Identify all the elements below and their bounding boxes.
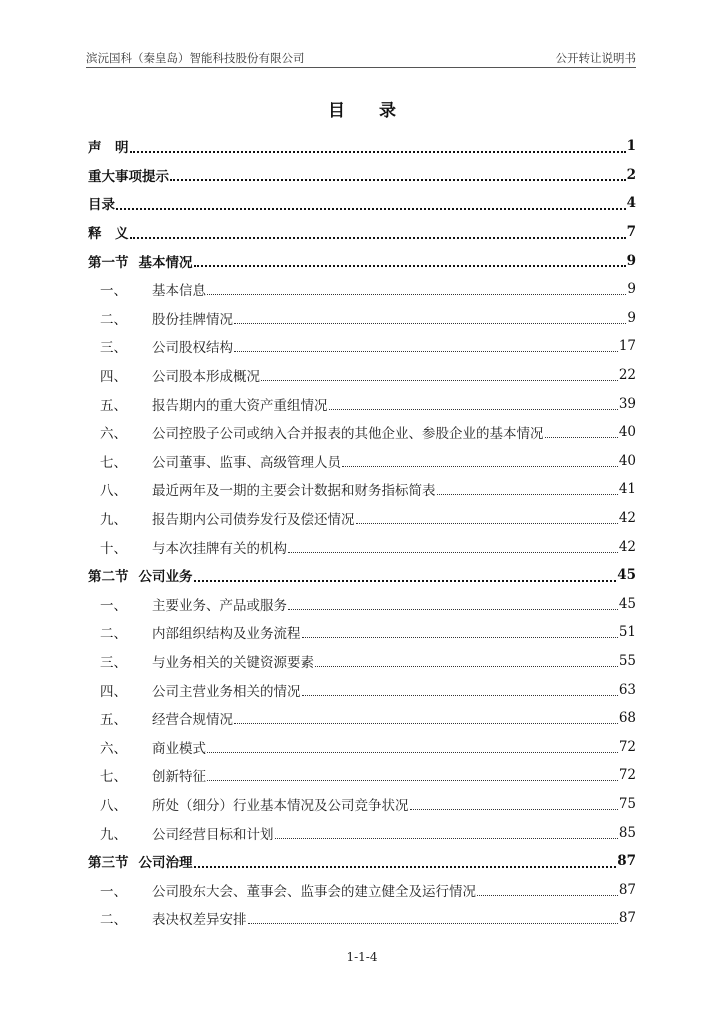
toc-entry-page-number: 40 [618, 452, 636, 469]
toc-entry-number: 第一节 [88, 254, 129, 271]
toc-dot-leader [356, 512, 618, 524]
toc-entry-page-number: 9 [627, 281, 636, 298]
toc-subsection-entry[interactable] [88, 675, 636, 704]
toc-subsection-entry[interactable] [88, 590, 636, 619]
toc-entry-label: 公司股权结构 [152, 340, 233, 357]
toc-subsection-entry[interactable] [88, 532, 636, 561]
toc-entry-number: 五、 [100, 397, 127, 414]
toc-dot-leader [194, 569, 617, 582]
toc-entry-number: 七、 [100, 454, 127, 471]
toc-entry-page-number: 4 [626, 195, 636, 212]
toc-entry-page-number: 17 [618, 338, 636, 355]
toc-entry-page-number: 63 [618, 681, 636, 698]
toc-dot-leader [130, 226, 626, 239]
toc-entry-page-number: 87 [618, 881, 636, 898]
toc-subsection-entry[interactable] [88, 361, 636, 390]
toc-subsection-entry[interactable] [88, 332, 636, 361]
toc-dot-leader [302, 684, 618, 696]
toc-dot-leader [207, 741, 618, 753]
toc-dot-leader [248, 912, 618, 924]
toc-entry-number: 六、 [100, 740, 127, 757]
toc-subsection-entry[interactable] [88, 732, 636, 761]
toc-entry-page-number: 87 [617, 853, 636, 870]
toc-subsection-entry[interactable] [88, 389, 636, 418]
toc-entry-label: 声 明 [88, 140, 129, 157]
toc-subsection-entry[interactable] [88, 761, 636, 790]
toc-entry-label: 最近两年及一期的主要会计数据和财务指标简表 [152, 483, 436, 500]
toc-entry-page-number: 2 [626, 166, 636, 183]
toc-entry-label: 创新特征 [152, 769, 206, 786]
toc-dot-leader [234, 340, 618, 352]
toc-subsection-entry[interactable] [88, 618, 636, 647]
toc-entry-label: 股份挂牌情况 [152, 311, 233, 328]
toc-entry-label: 基本信息 [152, 283, 206, 300]
page-header [86, 50, 636, 66]
toc-entry-number: 一、 [100, 283, 127, 300]
toc-entry-number: 三、 [100, 654, 127, 671]
toc-subsection-entry[interactable] [88, 818, 636, 847]
toc-entry-label: 商业模式 [152, 740, 206, 757]
toc-entry-number: 二、 [100, 912, 127, 929]
toc-dot-leader [170, 168, 626, 181]
toc-entry-page-number: 39 [618, 395, 636, 412]
toc-entry-label: 公司控股子公司或纳入合并报表的其他企业、参股企业的基本情况 [152, 426, 544, 443]
toc-entry-number: 十、 [100, 540, 127, 557]
toc-entry-label: 报告期内公司债券发行及偿还情况 [152, 512, 355, 529]
toc-entry-page-number: 85 [618, 824, 636, 841]
toc-entry-number: 四、 [100, 683, 127, 700]
toc-entry-page-number: 7 [626, 224, 636, 241]
toc-entry-number: 四、 [100, 369, 127, 386]
toc-entry-number: 六、 [100, 426, 127, 443]
toc-subsection-entry[interactable] [88, 704, 636, 733]
toc-subsection-entry[interactable] [88, 504, 636, 533]
toc-subsection-entry[interactable] [88, 647, 636, 676]
toc-subsection-entry[interactable] [88, 875, 636, 904]
toc-entry-page-number: 1 [626, 138, 636, 155]
toc-entry-number: 七、 [100, 769, 127, 786]
toc-entry-page-number: 75 [618, 795, 636, 812]
toc-subsection-entry[interactable] [88, 475, 636, 504]
toc-entry-page-number: 22 [618, 367, 636, 384]
toc-subsection-entry[interactable] [88, 447, 636, 476]
toc-entry-label: 重大事项提示 [88, 168, 169, 185]
toc-dot-leader [302, 626, 618, 638]
toc-section-entry[interactable] [88, 218, 636, 247]
toc-entry-label: 公司股本形成概况 [152, 369, 260, 386]
toc-entry-page-number: 72 [618, 767, 636, 784]
toc-dot-leader [315, 655, 618, 667]
toc-entry-number: 二、 [100, 311, 127, 328]
toc-dot-leader [329, 398, 618, 410]
toc-entry-label: 公司股东大会、董事会、监事会的建立健全及运行情况 [152, 883, 476, 900]
toc-entry-label: 公司董事、监事、高级管理人员 [152, 454, 341, 471]
toc-subsection-entry[interactable] [88, 418, 636, 447]
toc-entry-label: 与本次挂牌有关的机构 [152, 540, 287, 557]
toc-section-entry[interactable] [88, 161, 636, 190]
toc-dot-leader [234, 312, 626, 324]
toc-entry-page-number: 40 [618, 424, 636, 441]
toc-entry-page-number: 87 [618, 910, 636, 927]
toc-subsection-entry[interactable] [88, 275, 636, 304]
toc-entry-page-number: 42 [618, 510, 636, 527]
toc-dot-leader [410, 798, 618, 810]
toc-dot-leader [234, 712, 618, 724]
toc-entry-number: 二、 [100, 626, 127, 643]
toc-entry-number: 五、 [100, 712, 127, 729]
toc-dot-leader [288, 598, 618, 610]
toc-entry-label: 公司治理 [138, 855, 193, 872]
toc-entry-page-number: 9 [627, 309, 636, 326]
toc-dot-leader [207, 283, 626, 295]
toc-entry-number: 九、 [100, 512, 127, 529]
toc-dot-leader [437, 483, 618, 495]
toc-entry-label: 与业务相关的关键资源要素 [152, 654, 314, 671]
header-document-type: 公开转让说明书 [555, 51, 636, 65]
toc-entry-label: 报告期内的重大资产重组情况 [152, 397, 328, 414]
toc-section-entry[interactable] [88, 132, 636, 161]
toc-subsection-entry[interactable] [88, 904, 636, 933]
toc-subsection-entry[interactable] [88, 790, 636, 819]
toc-dot-leader [194, 855, 617, 868]
toc-entry-page-number: 9 [626, 252, 636, 269]
toc-entry-label: 公司主营业务相关的情况 [152, 683, 301, 700]
toc-entry-page-number: 45 [617, 567, 636, 584]
toc-section-entry[interactable] [88, 847, 636, 876]
toc-entry-page-number: 42 [618, 538, 636, 555]
toc-dot-leader [261, 369, 618, 381]
table-of-contents [88, 132, 636, 933]
toc-dot-leader [207, 769, 618, 781]
toc-entry-page-number: 68 [618, 710, 636, 727]
toc-dot-leader [342, 455, 618, 467]
toc-entry-label: 主要业务、产品或服务 [152, 597, 287, 614]
toc-dot-leader [194, 254, 626, 267]
toc-section-entry[interactable] [88, 189, 636, 218]
toc-entry-page-number: 41 [618, 481, 636, 498]
toc-entry-number: 第三节 [88, 855, 129, 872]
toc-entry-number: 一、 [100, 883, 127, 900]
toc-entry-label: 表决权差异安排 [152, 912, 247, 929]
toc-entry-page-number: 45 [618, 595, 636, 612]
toc-entry-number: 第二节 [88, 569, 129, 586]
toc-entry-label: 公司业务 [138, 569, 193, 586]
toc-entry-label: 基本情况 [138, 254, 193, 271]
toc-entry-number: 九、 [100, 826, 127, 843]
toc-subsection-entry[interactable] [88, 304, 636, 333]
toc-entry-number: 三、 [100, 340, 127, 357]
toc-entry-number: 八、 [100, 797, 127, 814]
toc-dot-leader [545, 426, 618, 438]
toc-entry-label: 内部组织结构及业务流程 [152, 626, 301, 643]
toc-dot-leader [130, 140, 626, 153]
toc-entry-label: 所处（细分）行业基本情况及公司竞争状况 [152, 797, 409, 814]
toc-entry-number: 一、 [100, 597, 127, 614]
page-title: 目 录 [328, 101, 410, 121]
toc-entry-number: 八、 [100, 483, 127, 500]
toc-dot-leader [477, 884, 618, 896]
toc-entry-label: 目录 [88, 197, 115, 214]
toc-entry-page-number: 55 [618, 652, 636, 669]
toc-entry-page-number: 72 [618, 738, 636, 755]
toc-entry-label: 释 义 [88, 226, 129, 243]
toc-section-entry[interactable] [88, 246, 636, 275]
toc-entry-label: 公司经营目标和计划 [152, 826, 274, 843]
toc-dot-leader [275, 827, 618, 839]
page-number: 1-1-4 [346, 950, 378, 964]
header-divider [86, 67, 636, 68]
toc-entry-label: 经营合规情况 [152, 712, 233, 729]
toc-entry-page-number: 51 [618, 624, 636, 641]
header-company-name: 滨沅国科（秦皇岛）智能科技股份有限公司 [86, 51, 305, 65]
toc-dot-leader [116, 197, 626, 210]
toc-section-entry[interactable] [88, 561, 636, 590]
toc-dot-leader [288, 541, 618, 553]
